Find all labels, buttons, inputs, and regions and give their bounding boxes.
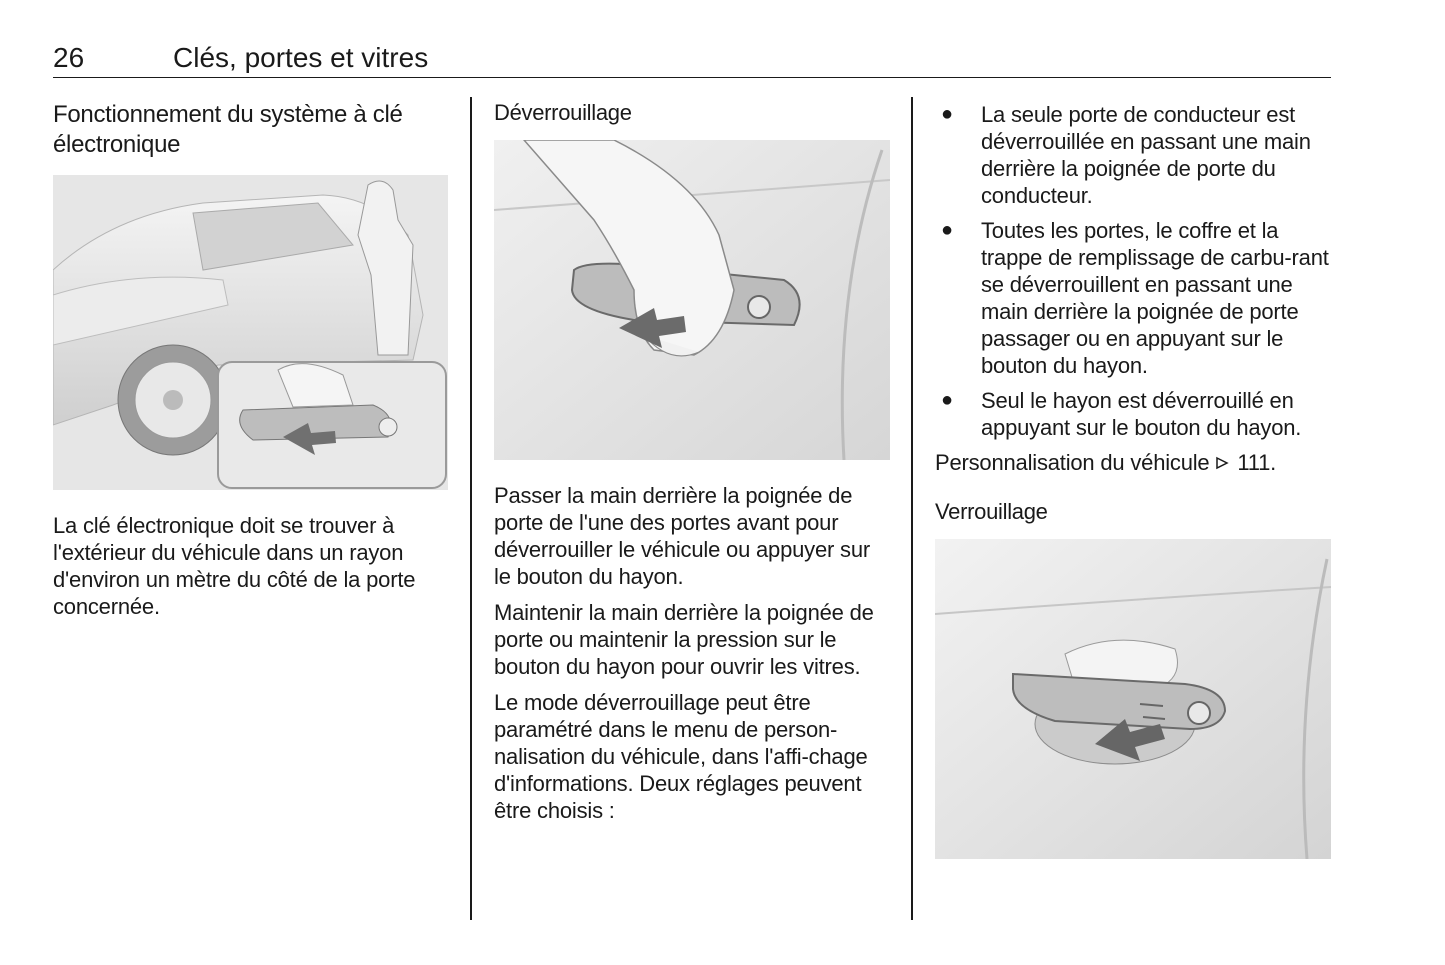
figure-car-keyless-illustration [53,175,448,490]
cross-reference[interactable] [935,449,1331,476]
unlock-paragraph-3: Le mode déverrouillage peut être paramétré dans le menu de person-nalisation du véhicule, dans l'affi-chage d'informations. Deux réglages peuvent être choisis : [494,690,868,823]
list-item-text: La seule porte de conducteur est déverrouillée en passant une main derrière la poignée de porte du conducteur. [981,102,1311,208]
bullet-dot-icon: ● [941,103,953,125]
bullet-dot-icon: ● [941,389,953,411]
section-heading-unlocking: Déverrouillage [494,100,632,125]
unlock-options-list [935,101,1331,441]
chapter-title: Clés, portes et vitres [173,42,429,73]
unlock-paragraph-2: Maintenir la main derrière la poignée de porte ou maintenir la pression sur le bouton du hayon pour ouvrir les vitres. [494,600,874,679]
xref-page: 111. [1237,450,1277,475]
list-item [935,101,1331,209]
xref-text: Personnalisation du véhicule [935,450,1210,475]
column-3 [935,97,1331,859]
list-item [935,387,1331,441]
column-2 [494,97,890,824]
unlock-paragraph-1: Passer la main derrière la poignée de porte de l'une des portes avant pour déverrouiller le véhicule ou appuyer sur le bouton du hayon. [494,483,870,589]
figure-press-lock-button [935,539,1331,859]
list-item [935,217,1331,379]
section-heading-locking: Verrouillage [935,499,1048,524]
running-header [53,40,1331,78]
keyless-range-paragraph: La clé électronique doit se trouver à l'extérieur du véhicule dans un rayon d'environ un mètre du côté de la porte concernée. [53,513,416,619]
list-item-text: Seul le hayon est déverrouillé en appuyant sur le bouton du hayon. [981,388,1302,440]
figure-hand-behind-handle [494,140,890,460]
column-1 [53,97,448,620]
page-reference-icon [1215,449,1231,476]
column-divider-2 [911,97,913,920]
list-item-text: Toutes les portes, le coffre et la trappe de remplissage de carbu-rant se déverrouillent en passant une main derrière la poignée de porte passager ou en appuyant sur le bouton du hayon. [981,218,1329,378]
bullet-dot-icon: ● [941,219,953,241]
column-divider-1 [470,97,472,920]
section-heading-keyless: Fonctionnement du système à clé électronique [53,101,403,158]
page-number: 26 [53,42,85,73]
